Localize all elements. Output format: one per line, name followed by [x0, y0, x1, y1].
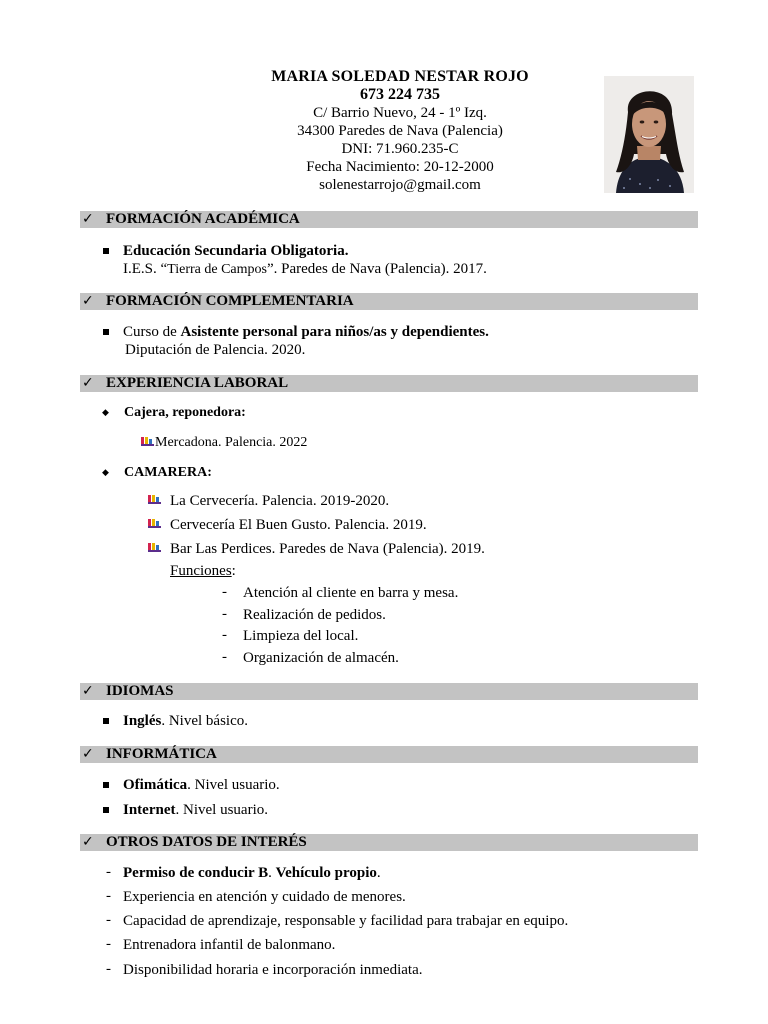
dash-bullet: -	[106, 912, 111, 928]
dash-bullet: -	[222, 649, 227, 665]
job-place: Bar Las Perdices. Paredes de Nava (Palencia). 2019.	[170, 541, 485, 557]
dash-bullet: -	[222, 584, 227, 600]
dash-bullet: -	[106, 961, 111, 977]
course-detail: Diputación de Palencia. 2020.	[125, 342, 306, 358]
funcion-item: Organización de almacén.	[243, 650, 399, 666]
job-title-cajera: Cajera, reponedora:	[124, 405, 246, 420]
check-icon: ✓	[82, 375, 94, 391]
check-icon: ✓	[82, 746, 94, 762]
funciones-label: Funciones:	[170, 563, 236, 579]
other-item: Experiencia en atención y cuidado de menores.	[123, 889, 406, 905]
other-item: Permiso de conducir B. Vehículo propio.	[123, 865, 381, 881]
job-place: Cervecería El Buen Gusto. Palencia. 2019.	[170, 517, 427, 533]
dash-bullet: -	[106, 888, 111, 904]
dash-bullet: -	[222, 627, 227, 643]
candidate-phone: 673 224 735	[360, 86, 440, 103]
funcion-item: Atención al cliente en barra y mesa.	[243, 585, 459, 601]
diamond-bullet-icon: ◆	[102, 408, 109, 418]
candidate-name: MARIA SOLEDAD NESTAR ROJO	[271, 68, 529, 85]
section-otros-datos	[80, 834, 698, 851]
other-item: Entrenadora infantil de balonmano.	[123, 937, 336, 953]
job-place: La Cervecería. Palencia. 2019-2020.	[170, 493, 390, 509]
colored-flag-icon	[148, 543, 161, 555]
section-title: FORMACIÓN ACADÉMICA	[106, 211, 300, 227]
profile-photo	[604, 76, 694, 193]
colored-flag-icon	[148, 495, 161, 507]
section-title: IDIOMAS	[106, 683, 174, 699]
birth-date: Fecha Nacimiento: 20-12-2000	[306, 159, 494, 175]
email: solenestarrojo@gmail.com	[319, 177, 481, 193]
it-skill-item: Internet. Nivel usuario.	[123, 802, 268, 818]
section-idiomas	[80, 683, 698, 700]
section-formacion-complementaria	[80, 293, 698, 310]
course-title: Curso de Asistente personal para niños/as y dependientes.	[123, 324, 489, 340]
section-title: OTROS DATOS DE INTERÉS	[106, 834, 307, 850]
address-line-1: C/ Barrio Nuevo, 24 - 1º Izq.	[313, 105, 487, 121]
other-item: Capacidad de aprendizaje, responsable y facilidad para trabajar en equipo.	[123, 913, 569, 929]
section-title: FORMACIÓN COMPLEMENTARIA	[106, 293, 354, 309]
check-icon: ✓	[82, 834, 94, 850]
section-informatica	[80, 746, 698, 763]
cv-header	[200, 68, 600, 194]
check-icon: ✓	[82, 211, 94, 227]
funcion-item: Realización de pedidos.	[243, 607, 386, 623]
square-bullet-icon	[103, 807, 109, 813]
dash-bullet: -	[222, 606, 227, 622]
colored-flag-icon	[148, 519, 161, 531]
dash-bullet: -	[106, 936, 111, 952]
other-item: Disponibilidad horaria e incorporación inmediata.	[123, 962, 423, 978]
check-icon: ✓	[82, 293, 94, 309]
education-detail: I.E.S. “Tierra de Campos”. Paredes de Nava (Palencia). 2017.	[123, 261, 487, 277]
dni: DNI: 71.960.235-C	[341, 141, 459, 157]
section-formacion-academica	[80, 211, 698, 228]
dash-bullet: -	[106, 864, 111, 880]
square-bullet-icon	[103, 718, 109, 724]
square-bullet-icon	[103, 329, 109, 335]
section-experiencia-laboral	[80, 375, 698, 392]
education-title: Educación Secundaria Obligatoria.	[123, 243, 349, 259]
funcion-item: Limpieza del local.	[243, 628, 359, 644]
language-item: Inglés. Nivel básico.	[123, 713, 248, 729]
check-icon: ✓	[82, 683, 94, 699]
colored-flag-icon	[141, 437, 154, 449]
job-title-camarera: CAMARERA:	[124, 465, 212, 480]
job-place: Mercadona. Palencia. 2022	[155, 435, 308, 450]
address-line-2: 34300 Paredes de Nava (Palencia)	[297, 123, 503, 139]
section-title: EXPERIENCIA LABORAL	[106, 375, 289, 391]
it-skill-item: Ofimática. Nivel usuario.	[123, 777, 280, 793]
square-bullet-icon	[103, 782, 109, 788]
section-title: INFORMÁTICA	[106, 746, 217, 762]
diamond-bullet-icon: ◆	[102, 468, 109, 478]
square-bullet-icon	[103, 248, 109, 254]
